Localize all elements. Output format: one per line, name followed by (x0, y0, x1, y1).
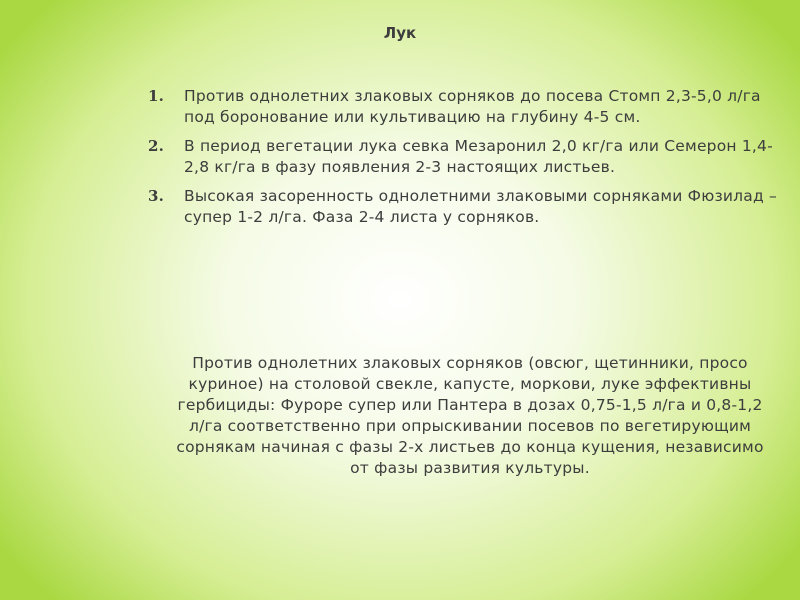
list-item (148, 186, 778, 228)
list-number: 3. (148, 187, 165, 205)
slide-title: Лук (383, 24, 417, 42)
list-number: 2. (148, 137, 165, 155)
list-item-text: В период вегетации лука севка Мезаронил 2,0 кг/га или Семерон 1,4-2,8 кг/га в фазу появления 2-3 настоящих листьев. (184, 137, 773, 176)
list-item (148, 86, 778, 128)
summary-paragraph: Против однолетних злаковых сорняков (овсюг, щетинники, просо куриное) на столовой свекле, капусте, моркови, луке эффективны гербициды: Фуроре супер или Пантера в дозах 0,75-1,5 л/га и 0,8-1,2 л/га соответственно при опрыскивании посевов по вегетирующим сорнякам начиная с фазы 2-х листьев до конца кущения, независимо от фазы развития культуры. (176, 354, 764, 477)
list-item-text: Высокая засоренность однолетними злаковыми сорняками Фюзилад – супер 1-2 л/га. Фаза 2-4 листа у сорняков. (184, 187, 777, 226)
list-item (148, 136, 778, 178)
list-number: 1. (148, 87, 165, 105)
herbicide-list (148, 86, 778, 236)
list-item-text: Против однолетних злаковых сорняков до посева Стомп 2,3-5,0 л/га под боронование или культивацию на глубину 4-5 см. (184, 87, 761, 126)
